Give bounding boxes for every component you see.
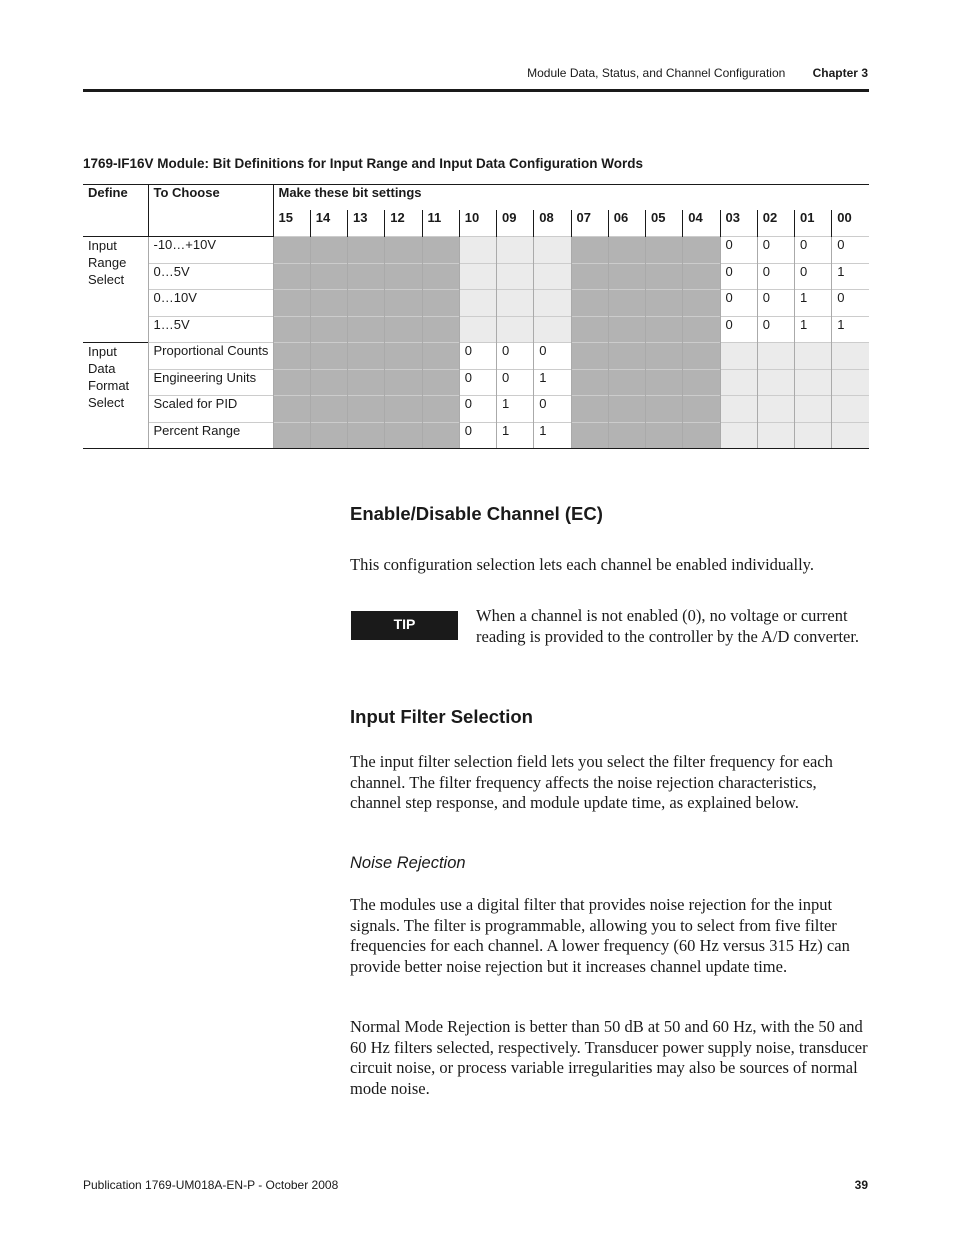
bit-cell bbox=[385, 422, 422, 449]
bit-cell bbox=[795, 369, 832, 396]
bit-cell bbox=[757, 369, 794, 396]
bit-cell bbox=[608, 290, 645, 317]
bit-cell bbox=[273, 290, 310, 317]
bit-cell bbox=[646, 422, 683, 449]
bit-cell bbox=[608, 369, 645, 396]
tip-label: TIP bbox=[351, 611, 458, 640]
bit-cell: 0 bbox=[795, 263, 832, 290]
bit-cell: 0 bbox=[757, 237, 794, 264]
normal-mode-paragraph: Normal Mode Rejection is better than 50 dB at 50 and 60 Hz, with the 50 and 60 Hz filters selected, respectively. Transducer power supply noise, transducer circuit noise, or process variable irregularities may also be sources of normal mode noise. bbox=[350, 1017, 868, 1098]
bit-cell bbox=[422, 422, 459, 449]
bit-cell bbox=[683, 343, 720, 370]
input-filter-paragraph: The input filter selection field lets you select the filter frequency for each channel. The filter frequency affects the noise rejection characteristics, channel step response, and module update time, as explained below. bbox=[350, 752, 833, 812]
table-row bbox=[83, 422, 869, 449]
bit-cell bbox=[795, 422, 832, 449]
bit-number-12: 12 bbox=[385, 210, 422, 237]
bit-definitions-table bbox=[83, 184, 869, 449]
choice-cell: -10…+10V bbox=[148, 237, 273, 264]
bit-cell: 0 bbox=[720, 290, 757, 317]
bit-cell bbox=[459, 290, 496, 317]
choice-cell: 0…5V bbox=[148, 263, 273, 290]
bit-cell bbox=[273, 343, 310, 370]
bit-cell bbox=[608, 422, 645, 449]
bit-cell bbox=[310, 343, 347, 370]
bit-cell bbox=[795, 396, 832, 423]
bit-cell bbox=[534, 263, 571, 290]
bit-cell bbox=[273, 237, 310, 264]
bit-cell bbox=[459, 237, 496, 264]
group-label bbox=[83, 343, 148, 449]
footer-page-number: 39 bbox=[854, 1178, 868, 1192]
bit-cell bbox=[832, 343, 869, 370]
bit-cell: 0 bbox=[497, 369, 534, 396]
choice-cell: Engineering Units bbox=[148, 369, 273, 396]
bit-cell bbox=[310, 290, 347, 317]
group-label bbox=[83, 237, 148, 343]
bit-number-05: 05 bbox=[646, 210, 683, 237]
enable-disable-paragraph: This configuration selection lets each channel be enabled individually. bbox=[350, 555, 814, 574]
group-label-line: Select bbox=[88, 395, 125, 410]
bit-cell: 1 bbox=[534, 422, 571, 449]
bit-cell bbox=[683, 290, 720, 317]
bit-cell bbox=[385, 343, 422, 370]
bit-cell bbox=[571, 290, 608, 317]
bit-cell bbox=[348, 290, 385, 317]
bit-cell bbox=[422, 343, 459, 370]
bit-number-14: 14 bbox=[310, 210, 347, 237]
bit-cell bbox=[310, 396, 347, 423]
bit-cell bbox=[310, 369, 347, 396]
bit-cell bbox=[571, 316, 608, 343]
bit-cell bbox=[571, 343, 608, 370]
choice-cell: Proportional Counts bbox=[148, 343, 273, 370]
bit-cell: 1 bbox=[832, 316, 869, 343]
bit-cell bbox=[571, 422, 608, 449]
bit-number-02: 02 bbox=[757, 210, 794, 237]
bit-cell bbox=[720, 422, 757, 449]
bit-cell bbox=[273, 316, 310, 343]
bit-cell bbox=[422, 316, 459, 343]
table-row bbox=[83, 369, 869, 396]
bit-cell bbox=[273, 422, 310, 449]
bit-cell bbox=[534, 316, 571, 343]
table-body bbox=[83, 237, 869, 449]
group-label-line: Data bbox=[88, 361, 116, 376]
bit-cell bbox=[646, 396, 683, 423]
bit-number-00: 00 bbox=[832, 210, 869, 237]
bit-cell bbox=[497, 263, 534, 290]
bit-cell bbox=[459, 263, 496, 290]
bit-cell bbox=[273, 396, 310, 423]
bit-cell bbox=[683, 422, 720, 449]
bit-number-09: 09 bbox=[497, 210, 534, 237]
header-chapter: Chapter 3 bbox=[812, 66, 868, 80]
bit-cell: 1 bbox=[795, 290, 832, 317]
col-header-bit-settings: Make these bit settings bbox=[273, 185, 869, 211]
table-row bbox=[83, 263, 869, 290]
bit-cell bbox=[385, 316, 422, 343]
bit-cell bbox=[571, 396, 608, 423]
bit-cell bbox=[832, 422, 869, 449]
bit-cell: 0 bbox=[720, 263, 757, 290]
bit-cell bbox=[348, 422, 385, 449]
bit-cell bbox=[571, 369, 608, 396]
tip-text: When a channel is not enabled (0), no voltage or current reading is provided to the controller by the A/D converter. bbox=[476, 606, 860, 646]
bit-cell bbox=[608, 237, 645, 264]
header-section-title: Module Data, Status, and Channel Configuration bbox=[527, 66, 786, 80]
bit-cell bbox=[497, 237, 534, 264]
bit-cell: 0 bbox=[459, 396, 496, 423]
bit-cell bbox=[646, 316, 683, 343]
bit-cell bbox=[720, 369, 757, 396]
bit-cell bbox=[534, 290, 571, 317]
bit-cell: 0 bbox=[795, 237, 832, 264]
bit-cell bbox=[385, 396, 422, 423]
bit-number-13: 13 bbox=[348, 210, 385, 237]
bit-cell: 0 bbox=[720, 316, 757, 343]
bit-cell bbox=[683, 396, 720, 423]
bit-cell bbox=[348, 237, 385, 264]
bit-cell: 0 bbox=[459, 343, 496, 370]
bit-cell bbox=[608, 396, 645, 423]
bit-cell bbox=[385, 369, 422, 396]
bit-cell bbox=[310, 316, 347, 343]
bit-cell: 1 bbox=[534, 369, 571, 396]
bit-cell bbox=[422, 263, 459, 290]
bit-cell bbox=[571, 237, 608, 264]
table-title: 1769-IF16V Module: Bit Definitions for Input Range and Input Data Configuration Words bbox=[83, 156, 644, 171]
bit-cell bbox=[497, 316, 534, 343]
bit-cell: 1 bbox=[795, 316, 832, 343]
bit-number-07: 07 bbox=[571, 210, 608, 237]
running-header bbox=[527, 66, 868, 80]
bit-cell bbox=[757, 343, 794, 370]
bit-number-06: 06 bbox=[608, 210, 645, 237]
bit-cell bbox=[646, 263, 683, 290]
group-label-line: Range bbox=[88, 255, 127, 270]
bit-cell bbox=[571, 263, 608, 290]
bit-cell bbox=[310, 422, 347, 449]
bit-cell bbox=[385, 263, 422, 290]
bit-cell: 0 bbox=[720, 237, 757, 264]
group-label-line: Input bbox=[88, 238, 117, 253]
bit-number-04: 04 bbox=[683, 210, 720, 237]
choice-cell: Scaled for PID bbox=[148, 396, 273, 423]
bit-cell: 0 bbox=[757, 316, 794, 343]
bit-number-10: 10 bbox=[459, 210, 496, 237]
col-header-to-choose: To Choose bbox=[148, 185, 273, 237]
bit-cell bbox=[422, 396, 459, 423]
table-row bbox=[83, 396, 869, 423]
group-label-line: Select bbox=[88, 272, 125, 287]
bit-cell bbox=[273, 369, 310, 396]
bit-cell bbox=[608, 343, 645, 370]
bit-cell bbox=[422, 369, 459, 396]
bit-cell bbox=[534, 237, 571, 264]
footer-publication: Publication 1769-UM018A-EN-P - October 2008 bbox=[83, 1178, 339, 1192]
bit-cell: 1 bbox=[832, 263, 869, 290]
header-rule bbox=[83, 89, 869, 92]
bit-cell: 1 bbox=[497, 396, 534, 423]
bit-cell bbox=[646, 237, 683, 264]
table-row bbox=[83, 343, 869, 370]
bit-cell: 0 bbox=[459, 422, 496, 449]
table-row bbox=[83, 316, 869, 343]
bit-cell bbox=[310, 263, 347, 290]
choice-cell: Percent Range bbox=[148, 422, 273, 449]
section-heading-input-filter: Input Filter Selection bbox=[350, 706, 533, 727]
bit-cell: 0 bbox=[832, 290, 869, 317]
bit-number-03: 03 bbox=[720, 210, 757, 237]
bit-cell bbox=[646, 369, 683, 396]
bit-cell: 0 bbox=[497, 343, 534, 370]
group-label-line: Format bbox=[88, 378, 130, 393]
bit-cell bbox=[273, 263, 310, 290]
table-row bbox=[83, 290, 869, 317]
noise-rejection-paragraph: The modules use a digital filter that provides noise rejection for the input signals. The filter is programmable, allowing you to select from five filter frequencies for each channel. A lower frequency (60 Hz versus 315 Hz) can provide better noise rejection but it increases channel update time. bbox=[350, 895, 850, 976]
choice-cell: 1…5V bbox=[148, 316, 273, 343]
col-header-define: Define bbox=[83, 185, 148, 237]
bit-cell bbox=[422, 290, 459, 317]
bit-cell bbox=[757, 396, 794, 423]
bit-cell bbox=[348, 263, 385, 290]
bit-cell bbox=[348, 396, 385, 423]
bit-cell bbox=[310, 237, 347, 264]
bit-cell: 0 bbox=[534, 396, 571, 423]
bit-number-11: 11 bbox=[422, 210, 459, 237]
bit-cell bbox=[720, 343, 757, 370]
choice-cell: 0…10V bbox=[148, 290, 273, 317]
bit-cell bbox=[348, 369, 385, 396]
bit-cell bbox=[608, 316, 645, 343]
bit-cell bbox=[497, 290, 534, 317]
bit-cell bbox=[795, 343, 832, 370]
bit-cell bbox=[385, 290, 422, 317]
bit-cell bbox=[608, 263, 645, 290]
bit-cell bbox=[422, 237, 459, 264]
bit-cell: 0 bbox=[534, 343, 571, 370]
section-heading-enable-disable: Enable/Disable Channel (EC) bbox=[350, 503, 603, 524]
bit-cell: 0 bbox=[832, 237, 869, 264]
bit-cell bbox=[646, 343, 683, 370]
bit-cell bbox=[720, 396, 757, 423]
bit-cell bbox=[683, 316, 720, 343]
bit-cell bbox=[348, 316, 385, 343]
bit-cell bbox=[348, 343, 385, 370]
bit-number-08: 08 bbox=[534, 210, 571, 237]
bit-number-15: 15 bbox=[273, 210, 310, 237]
bit-cell bbox=[832, 369, 869, 396]
bit-cell bbox=[459, 316, 496, 343]
bit-cell: 0 bbox=[757, 290, 794, 317]
bit-number-01: 01 bbox=[795, 210, 832, 237]
subheading-noise-rejection: Noise Rejection bbox=[350, 854, 466, 872]
bit-cell bbox=[683, 263, 720, 290]
bit-cell bbox=[646, 290, 683, 317]
group-label-line: Input bbox=[88, 344, 117, 359]
bit-cell: 0 bbox=[757, 263, 794, 290]
bit-cell: 0 bbox=[459, 369, 496, 396]
bit-cell bbox=[757, 422, 794, 449]
table-row bbox=[83, 237, 869, 264]
bit-cell: 1 bbox=[497, 422, 534, 449]
bit-cell bbox=[683, 237, 720, 264]
bit-cell bbox=[683, 369, 720, 396]
bit-cell bbox=[385, 237, 422, 264]
bit-cell bbox=[832, 396, 869, 423]
